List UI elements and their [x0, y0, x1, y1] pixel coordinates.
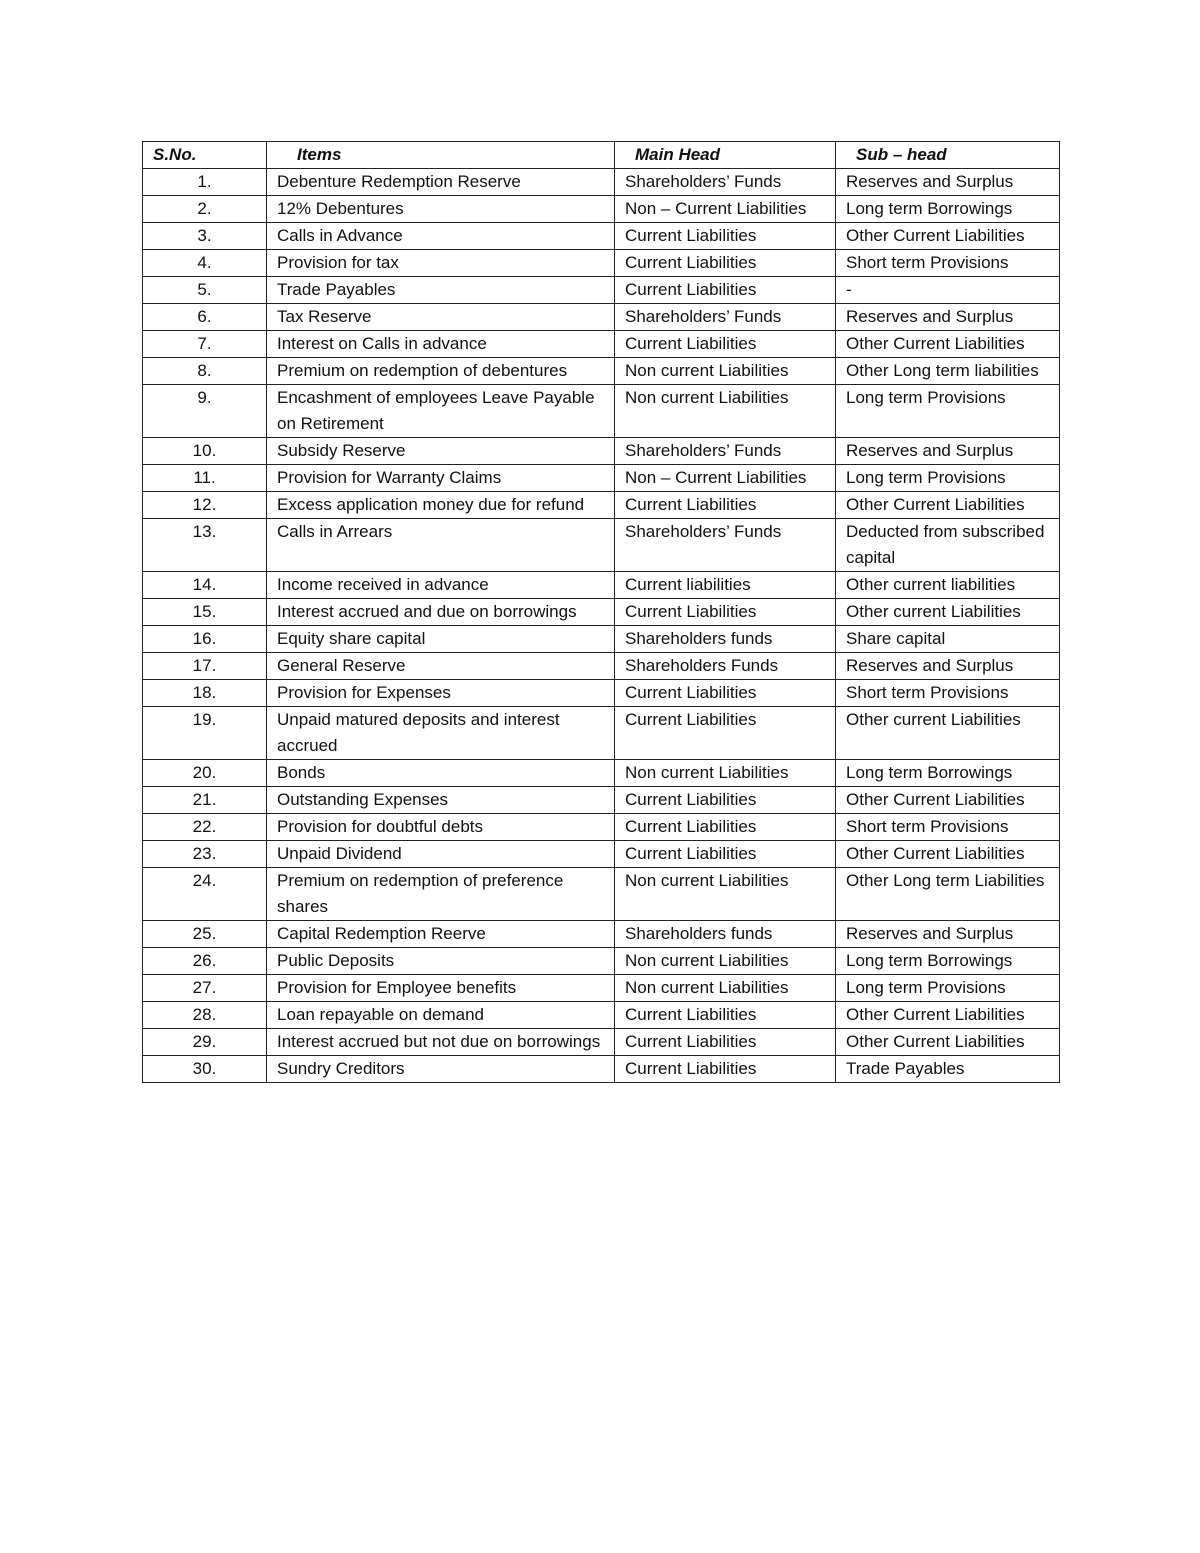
cell-item: Excess application money due for refund [267, 492, 615, 519]
cell-sub-head: Other current Liabilities [836, 707, 1060, 760]
cell-main-head: Shareholders’ Funds [615, 438, 836, 465]
cell-sub-head: Short term Provisions [836, 814, 1060, 841]
cell-sub-head: Reserves and Surplus [836, 653, 1060, 680]
cell-main-head: Current Liabilities [615, 599, 836, 626]
table-row [143, 385, 1060, 438]
cell-sno: 14. [143, 572, 267, 599]
cell-sub-head: Other Current Liabilities [836, 331, 1060, 358]
cell-main-head: Current Liabilities [615, 1056, 836, 1083]
cell-sno: 20. [143, 760, 267, 787]
table-row [143, 707, 1060, 760]
cell-item: Public Deposits [267, 948, 615, 975]
table-row [143, 438, 1060, 465]
cell-sub-head: Other Long term Liabilities [836, 868, 1060, 921]
cell-item: 12% Debentures [267, 196, 615, 223]
cell-sno: 21. [143, 787, 267, 814]
cell-item: Premium on redemption of debentures [267, 358, 615, 385]
cell-main-head: Non current Liabilities [615, 385, 836, 438]
cell-sno: 16. [143, 626, 267, 653]
cell-sno: 6. [143, 304, 267, 331]
cell-main-head: Non – Current Liabilities [615, 465, 836, 492]
cell-item: Trade Payables [267, 277, 615, 304]
cell-item: Interest on Calls in advance [267, 331, 615, 358]
cell-sub-head: Long term Provisions [836, 465, 1060, 492]
cell-sub-head: Reserves and Surplus [836, 438, 1060, 465]
cell-item: Equity share capital [267, 626, 615, 653]
cell-item: General Reserve [267, 653, 615, 680]
cell-sub-head: Other current liabilities [836, 572, 1060, 599]
cell-main-head: Non current Liabilities [615, 358, 836, 385]
cell-sno: 26. [143, 948, 267, 975]
cell-sno: 3. [143, 223, 267, 250]
cell-sno: 4. [143, 250, 267, 277]
cell-item: Sundry Creditors [267, 1056, 615, 1083]
cell-item: Subsidy Reserve [267, 438, 615, 465]
cell-sno: 29. [143, 1029, 267, 1056]
cell-main-head: Current Liabilities [615, 277, 836, 304]
table-row [143, 653, 1060, 680]
cell-main-head: Shareholders funds [615, 921, 836, 948]
cell-main-head: Current Liabilities [615, 707, 836, 760]
cell-main-head: Current Liabilities [615, 787, 836, 814]
table-row [143, 1056, 1060, 1083]
table-row [143, 169, 1060, 196]
cell-item: Provision for Employee benefits [267, 975, 615, 1002]
cell-sno: 11. [143, 465, 267, 492]
cell-item: Unpaid matured deposits and interest accrued [267, 707, 615, 760]
cell-sub-head: Share capital [836, 626, 1060, 653]
cell-sub-head: Short term Provisions [836, 680, 1060, 707]
cell-sno: 30. [143, 1056, 267, 1083]
table-row [143, 868, 1060, 921]
cell-item: Premium on redemption of preference shares [267, 868, 615, 921]
cell-sno: 15. [143, 599, 267, 626]
cell-sno: 19. [143, 707, 267, 760]
cell-item: Loan repayable on demand [267, 1002, 615, 1029]
table-row [143, 814, 1060, 841]
cell-main-head: Current Liabilities [615, 223, 836, 250]
table-row [143, 787, 1060, 814]
cell-sno: 23. [143, 841, 267, 868]
cell-sno: 7. [143, 331, 267, 358]
cell-sub-head: Short term Provisions [836, 250, 1060, 277]
cell-item: Calls in Arrears [267, 519, 615, 572]
table-row [143, 196, 1060, 223]
cell-sub-head: Reserves and Surplus [836, 169, 1060, 196]
header-sno: S.No. [143, 142, 267, 169]
table-row [143, 331, 1060, 358]
table-row [143, 760, 1060, 787]
cell-main-head: Shareholders’ Funds [615, 304, 836, 331]
cell-sub-head: Other current Liabilities [836, 599, 1060, 626]
cell-sub-head: Other Current Liabilities [836, 1002, 1060, 1029]
table-header [143, 142, 1060, 169]
cell-sub-head: Long term Provisions [836, 385, 1060, 438]
table-row [143, 626, 1060, 653]
cell-item: Provision for tax [267, 250, 615, 277]
header-main-head: Main Head [615, 142, 836, 169]
cell-main-head: Shareholders funds [615, 626, 836, 653]
cell-main-head: Current liabilities [615, 572, 836, 599]
cell-main-head: Shareholders’ Funds [615, 169, 836, 196]
cell-sno: 27. [143, 975, 267, 1002]
cell-sno: 17. [143, 653, 267, 680]
table-row [143, 680, 1060, 707]
cell-sno: 22. [143, 814, 267, 841]
cell-main-head: Current Liabilities [615, 492, 836, 519]
cell-sub-head: Other Current Liabilities [836, 841, 1060, 868]
table-row [143, 358, 1060, 385]
cell-item: Calls in Advance [267, 223, 615, 250]
cell-sno: 2. [143, 196, 267, 223]
cell-sub-head: Other Long term liabilities [836, 358, 1060, 385]
table-row [143, 519, 1060, 572]
cell-main-head: Current Liabilities [615, 680, 836, 707]
cell-sno: 25. [143, 921, 267, 948]
cell-sub-head: Other Current Liabilities [836, 492, 1060, 519]
cell-item: Provision for Warranty Claims [267, 465, 615, 492]
cell-sno: 8. [143, 358, 267, 385]
table-row [143, 572, 1060, 599]
table-row [143, 1002, 1060, 1029]
table-row [143, 492, 1060, 519]
cell-sno: 5. [143, 277, 267, 304]
cell-item: Capital Redemption Reerve [267, 921, 615, 948]
cell-main-head: Current Liabilities [615, 331, 836, 358]
cell-main-head: Non current Liabilities [615, 948, 836, 975]
table-row [143, 599, 1060, 626]
cell-main-head: Shareholders Funds [615, 653, 836, 680]
header-row [143, 142, 1060, 169]
cell-item: Bonds [267, 760, 615, 787]
cell-item: Provision for Expenses [267, 680, 615, 707]
table-row [143, 921, 1060, 948]
cell-main-head: Current Liabilities [615, 1029, 836, 1056]
cell-sno: 9. [143, 385, 267, 438]
cell-main-head: Non current Liabilities [615, 868, 836, 921]
cell-sub-head: Other Current Liabilities [836, 787, 1060, 814]
cell-main-head: Current Liabilities [615, 1002, 836, 1029]
cell-main-head: Shareholders’ Funds [615, 519, 836, 572]
cell-sub-head: Reserves and Surplus [836, 304, 1060, 331]
cell-item: Provision for doubtful debts [267, 814, 615, 841]
cell-sno: 13. [143, 519, 267, 572]
table-row [143, 223, 1060, 250]
cell-item: Debenture Redemption Reserve [267, 169, 615, 196]
cell-sno: 24. [143, 868, 267, 921]
cell-sub-head: Long term Borrowings [836, 948, 1060, 975]
cell-sub-head: Long term Borrowings [836, 196, 1060, 223]
cell-item: Encashment of employees Leave Payable on Retirement [267, 385, 615, 438]
header-sub-head: Sub – head [836, 142, 1060, 169]
cell-sub-head: Other Current Liabilities [836, 223, 1060, 250]
cell-item: Interest accrued and due on borrowings [267, 599, 615, 626]
table-row [143, 841, 1060, 868]
cell-sub-head: Trade Payables [836, 1056, 1060, 1083]
table-row [143, 948, 1060, 975]
cell-main-head: Current Liabilities [615, 841, 836, 868]
cell-sno: 28. [143, 1002, 267, 1029]
cell-sub-head: Long term Borrowings [836, 760, 1060, 787]
table-row [143, 465, 1060, 492]
cell-sub-head: Reserves and Surplus [836, 921, 1060, 948]
cell-sno: 12. [143, 492, 267, 519]
cell-item: Outstanding Expenses [267, 787, 615, 814]
cell-main-head: Current Liabilities [615, 250, 836, 277]
table-row [143, 1029, 1060, 1056]
classification-table [142, 141, 1060, 1083]
table-row [143, 304, 1060, 331]
table-body [143, 169, 1060, 1083]
cell-sno: 18. [143, 680, 267, 707]
table-row [143, 975, 1060, 1002]
cell-sub-head: Deducted from subscribed capital [836, 519, 1060, 572]
cell-main-head: Non – Current Liabilities [615, 196, 836, 223]
table-row [143, 250, 1060, 277]
cell-main-head: Non current Liabilities [615, 760, 836, 787]
cell-sub-head: - [836, 277, 1060, 304]
cell-sub-head: Other Current Liabilities [836, 1029, 1060, 1056]
cell-sub-head: Long term Provisions [836, 975, 1060, 1002]
cell-main-head: Current Liabilities [615, 814, 836, 841]
cell-item: Tax Reserve [267, 304, 615, 331]
header-items: Items [267, 142, 615, 169]
cell-item: Interest accrued but not due on borrowings [267, 1029, 615, 1056]
cell-item: Income received in advance [267, 572, 615, 599]
cell-main-head: Non current Liabilities [615, 975, 836, 1002]
table-row [143, 277, 1060, 304]
cell-sno: 10. [143, 438, 267, 465]
cell-sno: 1. [143, 169, 267, 196]
cell-item: Unpaid Dividend [267, 841, 615, 868]
